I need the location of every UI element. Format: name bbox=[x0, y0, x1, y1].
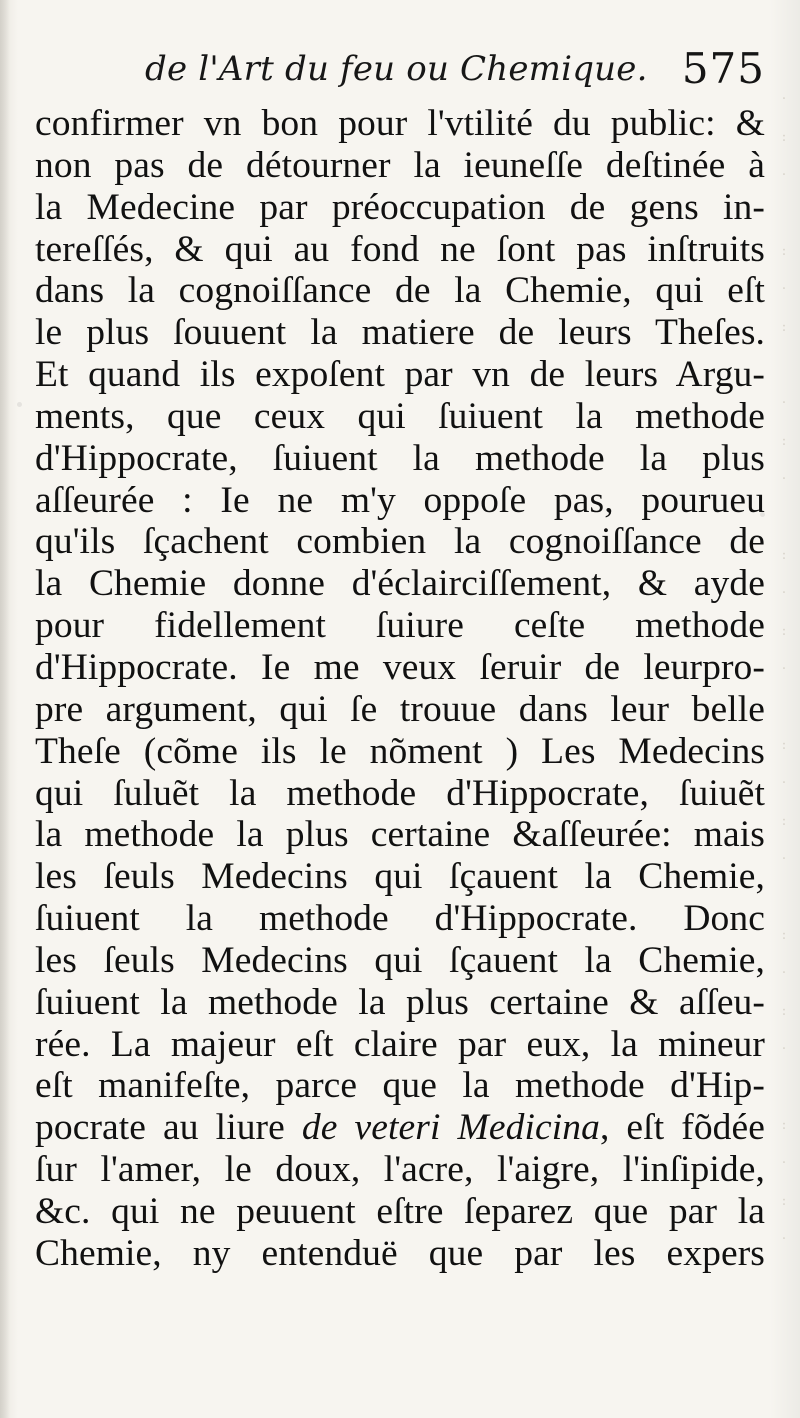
text-line-18: la methode la plus certaine &aſſeurée: mais bbox=[35, 814, 765, 856]
text-line-3: la Medecine par préoccupation de gens in- bbox=[35, 186, 765, 228]
text-line-12: la Chemie donne d'éclairciſſement, & ayde bbox=[35, 563, 765, 605]
text-line-9: d'Hippocrate, ſuiuent la methode la plus bbox=[35, 437, 765, 479]
text-line-22: ſuiuent la methode la plus certaine & aſſeu- bbox=[35, 981, 765, 1023]
text-line-19: les ſeuls Medecins qui ſçauent la Chemie, bbox=[35, 856, 765, 898]
paper-spot bbox=[17, 402, 22, 407]
text-line-27: &c. qui ne peuuent eſtre ſeparez que par la bbox=[35, 1190, 765, 1232]
text-line-6: le plus ſouuent la matiere de leurs Theſes. bbox=[35, 312, 765, 354]
page-body-text bbox=[35, 103, 765, 1275]
running-head: de l'Art du feu ou Chemique. bbox=[145, 49, 648, 89]
page-number: 575 bbox=[681, 44, 765, 93]
text-line-4: tereſſés, & qui au fond ne ſont pas inſtruits bbox=[35, 228, 765, 270]
text-line-21: les ſeuls Medecins qui ſçauent la Chemie, bbox=[35, 939, 765, 981]
text-line-16: Theſe (cõme ils le nõment ) Les Medecins bbox=[35, 730, 765, 772]
text-line-14: d'Hippocrate. Ie me veux ſeruir de leurpro- bbox=[35, 646, 765, 688]
paper-spot bbox=[45, 1210, 51, 1216]
text-line-2: non pas de détourner la ieuneſſe deſtinée à bbox=[35, 144, 765, 186]
text-line-5: dans la cognoiſſance de la Chemie, qui eſt bbox=[35, 270, 765, 312]
text-line-1: confirmer vn bon pour l'vtilité du public: & bbox=[35, 103, 765, 144]
text-line-11: qu'ils ſçachent combien la cognoiſſance de bbox=[35, 521, 765, 563]
page-edge-marks: · : · : · : · : · : · : · : · : · : · : · : · : · bbox=[781, 91, 787, 1247]
text-line-15: pre argument, qui ſe trouue dans leur belle bbox=[35, 688, 765, 730]
text-line-24: eſt manifeſte, parce que la methode d'Hip- bbox=[35, 1065, 765, 1107]
text-line-20: ſuiuent la methode d'Hippocrate. Donc bbox=[35, 898, 765, 940]
text-line-8: ments, que ceux qui ſuiuent la methode bbox=[35, 395, 765, 437]
text-line-25-suffix: , eſt fõdée bbox=[599, 1107, 765, 1149]
text-line-23: rée. La majeur eſt claire par eux, la mineur bbox=[35, 1023, 765, 1065]
text-line-26: ſur l'amer, le doux, l'acre, l'aigre, l'inſipide, bbox=[35, 1149, 765, 1191]
text-line-7: Et quand ils expoſent par vn de leurs Argu- bbox=[35, 354, 765, 396]
page-left-shadow bbox=[0, 0, 10, 1418]
text-line-17: qui ſuluẽt la methode d'Hippocrate, ſuiuẽt bbox=[35, 772, 765, 814]
text-line-25-prefix: pocrate au liure bbox=[35, 1107, 302, 1149]
paper-spot bbox=[760, 512, 765, 517]
text-line-28: Chemie, ny entenduë que par les expers bbox=[35, 1232, 765, 1274]
latin-title: de veteri Medicina bbox=[301, 1107, 600, 1149]
text-line-25 bbox=[35, 1107, 765, 1149]
page-header bbox=[35, 44, 765, 98]
text-line-13: pour fidellement ſuiure ceſte methode bbox=[35, 605, 765, 647]
text-line-10: aſſeurée : Ie ne m'y oppoſe pas, pourueu bbox=[35, 479, 765, 521]
